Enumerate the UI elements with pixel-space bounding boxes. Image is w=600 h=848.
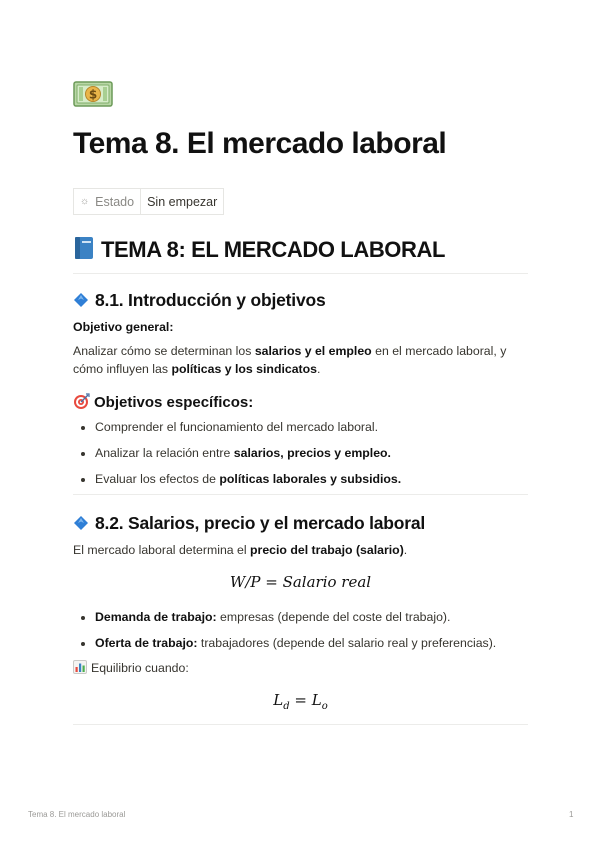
math-run: = — [289, 691, 312, 709]
list-item — [95, 418, 528, 444]
bar-chart-icon — [73, 660, 87, 679]
text-run: Analizar la relación entre — [95, 446, 234, 460]
equilibrium-line — [73, 659, 528, 679]
math-run: L — [273, 691, 284, 709]
footer-page-number: 1 — [569, 810, 574, 819]
specific-objectives-heading — [73, 393, 253, 414]
text-run: . — [403, 543, 408, 557]
section-heading-8-2 — [73, 513, 425, 536]
text-run: Analizar cómo se determinan los — [73, 344, 255, 358]
divider — [73, 494, 528, 495]
properties-table — [73, 188, 224, 215]
section2-intro — [73, 541, 528, 559]
divider — [73, 724, 528, 725]
bold-run: salarios, precios y empleo. — [233, 446, 391, 460]
gear-icon: ☼ — [80, 196, 90, 207]
section-heading-8-1 — [73, 290, 326, 313]
list-item — [95, 470, 528, 496]
text-run: Evaluar los efectos de — [95, 472, 220, 486]
text-run: Comprender el funcionamiento del mercado laboral. — [95, 420, 378, 434]
list-item — [95, 634, 528, 660]
main-heading-text: TEMA 8: EL MERCADO LABORAL — [101, 237, 446, 262]
page-title: Tema 8. El mercado laboral — [73, 127, 447, 160]
property-value-estado[interactable]: Sin empezar — [147, 194, 218, 209]
objective-label: Objetivo general: — [73, 320, 174, 334]
text-run: . — [317, 362, 321, 376]
bold-run: salarios y el empleo — [254, 344, 372, 358]
equilibrium-text: Equilibrio cuando: — [91, 661, 189, 675]
bold-run: precio del trabajo (salario) — [250, 543, 404, 557]
math-subscript: d — [283, 701, 290, 712]
bold-run: políticas y los sindicatos — [171, 362, 317, 376]
objective-paragraph — [73, 342, 528, 378]
bold-run: Oferta de trabajo: — [95, 636, 198, 650]
text-run: El mercado laboral determina el — [73, 543, 251, 557]
target-icon — [73, 393, 90, 414]
footer-title: Tema 8. El mercado laboral — [28, 810, 126, 819]
text-run: en el mercado laboral, y cómo influyen las — [73, 344, 507, 376]
property-name-estado — [74, 189, 141, 214]
blue-diamond-icon — [73, 515, 89, 536]
text-run: empresas (depende del coste del trabajo). — [216, 610, 451, 624]
text-run: trabajadores (depende del salario real y preferencias). — [197, 636, 497, 650]
formula-equilibrium — [73, 691, 528, 712]
money-bill-icon — [73, 80, 113, 108]
property-label: Estado — [95, 194, 135, 209]
labor-market-list — [73, 608, 528, 660]
bold-run: políticas laborales y subsidios. — [219, 472, 402, 486]
math-subscript: o — [321, 701, 328, 712]
list-item — [95, 608, 528, 634]
section-heading-text: 8.1. Introducción y objetivos — [95, 290, 326, 310]
blue-book-icon — [73, 236, 95, 266]
svg-text:$: $ — [88, 87, 98, 102]
objectives-list — [73, 418, 528, 496]
blue-diamond-icon — [73, 292, 89, 313]
main-heading — [73, 236, 528, 274]
section-heading-text: 8.2. Salarios, precio y el mercado laboral — [95, 513, 426, 533]
list-item — [95, 444, 528, 470]
math-run: L — [311, 691, 322, 709]
specific-objectives-text: Objetivos específicos: — [94, 394, 254, 411]
formula-real-wage: W/P = Salario real — [229, 573, 372, 591]
bold-run: Demanda de trabajo: — [95, 610, 217, 624]
